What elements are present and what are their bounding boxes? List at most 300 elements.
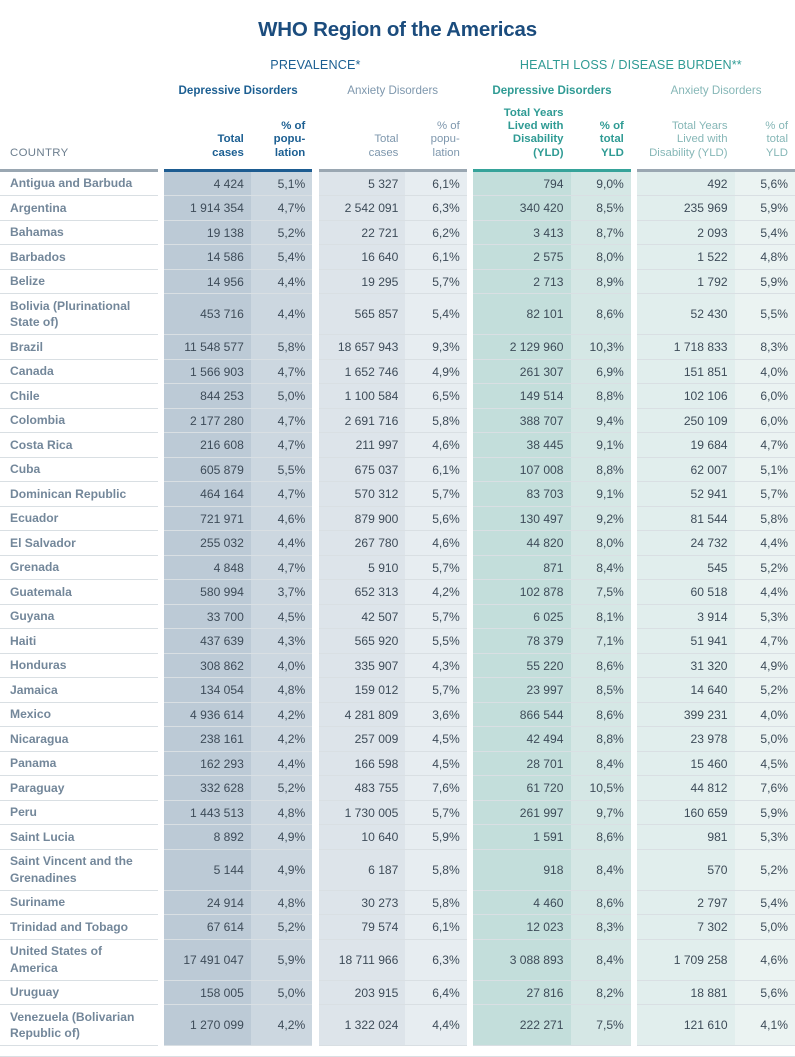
cell-prev-dep-total: 332 628 (164, 776, 251, 801)
cell-prev-anx-total: 10 640 (319, 825, 406, 850)
cell-hl-anx-yld: 23 978 (637, 727, 734, 752)
cell-prev-dep-pct: 4,7% (251, 408, 312, 433)
cell-prev-dep-total: 2 177 280 (164, 408, 251, 433)
cell-hl-dep-yld: 42 494 (473, 727, 570, 752)
cell-hl-dep-pct: 9,0% (571, 172, 631, 196)
cell-prev-dep-pct: 4,4% (251, 269, 312, 294)
cell-prev-dep-pct: 4,9% (251, 825, 312, 850)
cell-prev-anx-total: 16 640 (319, 245, 406, 270)
cell-prev-anx-pct: 5,7% (405, 678, 466, 703)
cell-country: Uruguay (0, 980, 158, 1005)
cell-hl-anx-yld: 60 518 (637, 580, 734, 605)
cell-hl-dep-pct: 8,5% (571, 196, 631, 221)
cell-hl-anx-yld: 44 812 (637, 776, 734, 801)
cell-hl-anx-yld: 15 460 (637, 751, 734, 776)
cell-hl-anx-yld: 2 093 (637, 220, 734, 245)
cell-hl-dep-yld: 44 820 (473, 531, 570, 556)
cell-country: United States of America (0, 939, 158, 980)
cell-prev-anx-total: 570 312 (319, 482, 406, 507)
cell-prev-anx-pct: 4,4% (405, 1005, 466, 1046)
cell-hl-anx-yld: 52 430 (637, 294, 734, 335)
cell-country: Costa Rica (0, 433, 158, 458)
cell-hl-dep-yld: 78 379 (473, 629, 570, 654)
cell-prev-dep-total: 1 443 513 (164, 800, 251, 825)
cell-prev-anx-pct: 5,5% (405, 629, 466, 654)
cell-prev-dep-pct: 4,5% (251, 604, 312, 629)
cell-prev-dep-pct: 4,9% (251, 849, 312, 890)
cell-prev-dep-pct: 4,2% (251, 702, 312, 727)
cell-prev-dep-total: 17 491 047 (164, 939, 251, 980)
cell-country: Paraguay (0, 776, 158, 801)
cell-hl-anx-yld: 52 941 (637, 482, 734, 507)
cell-prev-anx-pct: 5,7% (405, 269, 466, 294)
cell-hl-anx-pct: 6,0% (735, 408, 795, 433)
cell-hl-anx-pct: 8,3% (735, 335, 795, 360)
cell-prev-anx-pct: 5,8% (405, 408, 466, 433)
cell-prev-dep-total: 1 270 099 (164, 1005, 251, 1046)
cell-prev-dep-total: 14 586 (164, 245, 251, 270)
cell-hl-dep-pct: 9,1% (571, 433, 631, 458)
cell-prev-anx-pct: 5,7% (405, 800, 466, 825)
column-header-prev-dep-pct: % of popu- lation (273, 120, 306, 159)
table-row[interactable] (0, 196, 795, 221)
cell-hl-dep-yld: 82 101 (473, 294, 570, 335)
cell-prev-anx-pct: 5,7% (405, 555, 466, 580)
cell-hl-dep-yld: 261 307 (473, 359, 570, 384)
cell-hl-anx-pct: 4,0% (735, 359, 795, 384)
cell-hl-dep-yld: 28 701 (473, 751, 570, 776)
cell-hl-anx-pct: 5,0% (735, 915, 795, 940)
cell-prev-anx-pct: 6,2% (405, 220, 466, 245)
cell-hl-dep-yld: 222 271 (473, 1005, 570, 1046)
table-row[interactable] (0, 800, 795, 825)
cell-hl-dep-yld: 866 544 (473, 702, 570, 727)
cell-hl-anx-pct: 4,4% (735, 531, 795, 556)
cell-hl-dep-pct: 6,9% (571, 359, 631, 384)
cell-prev-anx-total: 267 780 (319, 531, 406, 556)
cell-hl-dep-yld: 83 703 (473, 482, 570, 507)
cell-prev-dep-total: 844 253 (164, 384, 251, 409)
cell-prev-dep-total: 5 144 (164, 849, 251, 890)
cell-prev-anx-total: 2 691 716 (319, 408, 406, 433)
cell-country: Trinidad and Tobago (0, 915, 158, 940)
cell-country: Belize (0, 269, 158, 294)
cell-hl-dep-pct: 8,4% (571, 939, 631, 980)
table-row[interactable] (0, 890, 795, 915)
cell-prev-dep-total: 67 614 (164, 915, 251, 940)
table-row[interactable] (0, 506, 795, 531)
cell-prev-anx-pct: 4,9% (405, 359, 466, 384)
table-bottom-padding (0, 1046, 795, 1057)
cell-prev-dep-total: 11 548 577 (164, 335, 251, 360)
cell-hl-dep-yld: 38 445 (473, 433, 570, 458)
cell-hl-dep-yld: 107 008 (473, 457, 570, 482)
cell-prev-dep-pct: 5,2% (251, 915, 312, 940)
cell-hl-dep-yld: 871 (473, 555, 570, 580)
cell-prev-dep-pct: 4,4% (251, 531, 312, 556)
cell-hl-dep-pct: 8,6% (571, 702, 631, 727)
cell-hl-dep-yld: 102 878 (473, 580, 570, 605)
table-row[interactable] (0, 245, 795, 270)
cell-prev-dep-pct: 4,2% (251, 727, 312, 752)
cell-prev-anx-total: 335 907 (319, 653, 406, 678)
table-row[interactable] (0, 939, 795, 980)
table-row[interactable] (0, 269, 795, 294)
table-row[interactable] (0, 555, 795, 580)
cell-hl-anx-pct: 5,2% (735, 849, 795, 890)
cell-country: Jamaica (0, 678, 158, 703)
table-row[interactable] (0, 825, 795, 850)
cell-prev-anx-pct: 5,6% (405, 506, 466, 531)
table-row[interactable] (0, 849, 795, 890)
cell-hl-dep-pct: 8,4% (571, 751, 631, 776)
cell-prev-anx-total: 6 187 (319, 849, 406, 890)
section-header-row (0, 48, 795, 81)
cell-hl-anx-pct: 4,4% (735, 580, 795, 605)
cell-prev-dep-total: 4 848 (164, 555, 251, 580)
column-header-country: COUNTRY (10, 146, 69, 159)
cell-prev-dep-pct: 4,7% (251, 196, 312, 221)
table-row[interactable] (0, 727, 795, 752)
cell-prev-anx-total: 675 037 (319, 457, 406, 482)
section-title-prevalence: PREVALENCE* (270, 58, 361, 72)
cell-prev-anx-total: 565 920 (319, 629, 406, 654)
cell-prev-dep-total: 158 005 (164, 980, 251, 1005)
cell-hl-dep-pct: 8,6% (571, 825, 631, 850)
cell-hl-dep-pct: 7,1% (571, 629, 631, 654)
cell-country: Barbados (0, 245, 158, 270)
cell-hl-dep-pct: 8,5% (571, 678, 631, 703)
column-header-hl-anx-yld: Total Years Lived with Disability (YLD) (649, 120, 728, 159)
group-header-row (0, 81, 795, 107)
cell-prev-anx-total: 22 721 (319, 220, 406, 245)
cell-prev-anx-pct: 4,2% (405, 580, 466, 605)
cell-hl-dep-pct: 8,3% (571, 915, 631, 940)
cell-hl-dep-pct: 8,6% (571, 294, 631, 335)
cell-hl-dep-yld: 918 (473, 849, 570, 890)
cell-hl-anx-pct: 5,9% (735, 269, 795, 294)
table-row[interactable] (0, 294, 795, 335)
cell-hl-anx-yld: 3 914 (637, 604, 734, 629)
table-row[interactable] (0, 702, 795, 727)
cell-hl-anx-yld: 121 610 (637, 1005, 734, 1046)
cell-country: Suriname (0, 890, 158, 915)
cell-prev-dep-pct: 5,5% (251, 457, 312, 482)
cell-country: Mexico (0, 702, 158, 727)
cell-prev-dep-pct: 4,2% (251, 1005, 312, 1046)
cell-country: Grenada (0, 555, 158, 580)
cell-prev-dep-pct: 4,7% (251, 482, 312, 507)
cell-hl-dep-pct: 8,2% (571, 980, 631, 1005)
cell-hl-dep-pct: 9,1% (571, 482, 631, 507)
cell-hl-dep-pct: 8,1% (571, 604, 631, 629)
cell-hl-anx-yld: 14 640 (637, 678, 734, 703)
cell-prev-anx-pct: 6,3% (405, 939, 466, 980)
cell-hl-anx-pct: 5,5% (735, 294, 795, 335)
cell-prev-dep-pct: 4,7% (251, 555, 312, 580)
table-row[interactable] (0, 220, 795, 245)
table-row[interactable] (0, 384, 795, 409)
cell-hl-anx-yld: 19 684 (637, 433, 734, 458)
cell-prev-dep-total: 238 161 (164, 727, 251, 752)
cell-prev-dep-total: 580 994 (164, 580, 251, 605)
table-body (0, 169, 795, 1057)
cell-prev-anx-total: 30 273 (319, 890, 406, 915)
cell-prev-dep-total: 1 914 354 (164, 196, 251, 221)
cell-prev-dep-pct: 5,2% (251, 776, 312, 801)
cell-hl-anx-pct: 5,1% (735, 457, 795, 482)
cell-prev-anx-pct: 6,1% (405, 172, 466, 196)
cell-hl-dep-pct: 9,2% (571, 506, 631, 531)
column-header-hl-dep-pct: % of total YLD (599, 120, 624, 159)
cell-hl-dep-pct: 9,7% (571, 800, 631, 825)
cell-prev-dep-total: 255 032 (164, 531, 251, 556)
cell-prev-dep-total: 437 639 (164, 629, 251, 654)
cell-country: Saint Vincent and the Grenadines (0, 849, 158, 890)
cell-hl-anx-pct: 4,1% (735, 1005, 795, 1046)
cell-hl-dep-pct: 8,8% (571, 384, 631, 409)
cell-hl-anx-pct: 4,6% (735, 939, 795, 980)
cell-prev-anx-total: 211 997 (319, 433, 406, 458)
group-healthloss-depressive: Depressive Disorders (492, 84, 612, 97)
cell-prev-anx-total: 879 900 (319, 506, 406, 531)
cell-hl-anx-pct: 4,9% (735, 653, 795, 678)
cell-prev-anx-pct: 7,6% (405, 776, 466, 801)
cell-hl-anx-pct: 4,5% (735, 751, 795, 776)
cell-prev-dep-total: 308 862 (164, 653, 251, 678)
cell-hl-anx-yld: 1 792 (637, 269, 734, 294)
cell-hl-dep-yld: 388 707 (473, 408, 570, 433)
cell-prev-anx-pct: 6,1% (405, 457, 466, 482)
cell-hl-dep-yld: 3 088 893 (473, 939, 570, 980)
cell-hl-dep-yld: 61 720 (473, 776, 570, 801)
column-header-hl-dep-yld: Total Years Lived with Disability (YLD) (503, 107, 564, 159)
cell-prev-anx-pct: 4,3% (405, 653, 466, 678)
cell-prev-dep-total: 4 936 614 (164, 702, 251, 727)
cell-prev-dep-pct: 5,0% (251, 980, 312, 1005)
cell-prev-dep-total: 8 892 (164, 825, 251, 850)
cell-prev-anx-total: 18 657 943 (319, 335, 406, 360)
cell-prev-anx-pct: 9,3% (405, 335, 466, 360)
cell-hl-dep-yld: 23 997 (473, 678, 570, 703)
cell-hl-dep-pct: 7,5% (571, 580, 631, 605)
cell-hl-dep-yld: 130 497 (473, 506, 570, 531)
table-row[interactable] (0, 776, 795, 801)
cell-prev-anx-total: 4 281 809 (319, 702, 406, 727)
cell-country: Dominican Republic (0, 482, 158, 507)
cell-hl-dep-yld: 1 591 (473, 825, 570, 850)
cell-prev-anx-total: 19 295 (319, 269, 406, 294)
cell-prev-dep-pct: 4,7% (251, 359, 312, 384)
cell-prev-anx-total: 257 009 (319, 727, 406, 752)
cell-country: Honduras (0, 653, 158, 678)
table-row[interactable] (0, 604, 795, 629)
table-row[interactable] (0, 653, 795, 678)
column-header-prev-anx-pct: % of popu- lation (430, 120, 460, 159)
cell-prev-anx-pct: 6,5% (405, 384, 466, 409)
table-row[interactable] (0, 915, 795, 940)
cell-prev-anx-total: 565 857 (319, 294, 406, 335)
cell-prev-dep-pct: 4,3% (251, 629, 312, 654)
cell-prev-anx-pct: 6,3% (405, 196, 466, 221)
cell-hl-anx-yld: 102 106 (637, 384, 734, 409)
cell-hl-dep-yld: 149 514 (473, 384, 570, 409)
cell-prev-anx-total: 166 598 (319, 751, 406, 776)
table-header (0, 48, 795, 169)
cell-prev-anx-total: 1 730 005 (319, 800, 406, 825)
cell-prev-dep-total: 4 424 (164, 172, 251, 196)
cell-prev-anx-pct: 3,6% (405, 702, 466, 727)
table-row[interactable] (0, 433, 795, 458)
cell-hl-anx-yld: 1 709 258 (637, 939, 734, 980)
cell-prev-dep-total: 134 054 (164, 678, 251, 703)
cell-hl-anx-yld: 235 969 (637, 196, 734, 221)
cell-hl-anx-yld: 492 (637, 172, 734, 196)
table-row[interactable] (0, 482, 795, 507)
cell-hl-anx-yld: 545 (637, 555, 734, 580)
cell-country: Guyana (0, 604, 158, 629)
cell-prev-anx-total: 42 507 (319, 604, 406, 629)
cell-hl-dep-pct: 8,4% (571, 555, 631, 580)
cell-hl-anx-yld: 151 851 (637, 359, 734, 384)
cell-hl-anx-pct: 5,2% (735, 678, 795, 703)
cell-hl-dep-yld: 55 220 (473, 653, 570, 678)
table-row[interactable] (0, 580, 795, 605)
cell-prev-anx-pct: 6,4% (405, 980, 466, 1005)
cell-country: Canada (0, 359, 158, 384)
table-row[interactable] (0, 457, 795, 482)
cell-prev-dep-total: 19 138 (164, 220, 251, 245)
cell-hl-anx-yld: 160 659 (637, 800, 734, 825)
cell-prev-dep-total: 216 608 (164, 433, 251, 458)
cell-hl-anx-pct: 4,0% (735, 702, 795, 727)
cell-prev-dep-total: 605 879 (164, 457, 251, 482)
cell-prev-dep-pct: 4,6% (251, 506, 312, 531)
group-prevalence-depressive: Depressive Disorders (178, 84, 298, 97)
cell-country: Brazil (0, 335, 158, 360)
cell-prev-anx-total: 1 100 584 (319, 384, 406, 409)
cell-country: Chile (0, 384, 158, 409)
cell-hl-anx-pct: 5,4% (735, 890, 795, 915)
table-row[interactable] (0, 408, 795, 433)
cell-prev-dep-pct: 4,7% (251, 433, 312, 458)
cell-country: Peru (0, 800, 158, 825)
cell-prev-dep-pct: 4,8% (251, 800, 312, 825)
cell-hl-anx-pct: 4,7% (735, 629, 795, 654)
cell-hl-dep-pct: 7,5% (571, 1005, 631, 1046)
table-row[interactable] (0, 980, 795, 1005)
table-row[interactable] (0, 629, 795, 654)
cell-prev-anx-total: 203 915 (319, 980, 406, 1005)
cell-hl-anx-pct: 5,6% (735, 980, 795, 1005)
table-row[interactable] (0, 359, 795, 384)
cell-hl-dep-yld: 4 460 (473, 890, 570, 915)
cell-hl-anx-pct: 6,0% (735, 384, 795, 409)
cell-hl-dep-yld: 794 (473, 172, 570, 196)
cell-prev-dep-pct: 4,8% (251, 678, 312, 703)
cell-hl-dep-pct: 8,8% (571, 727, 631, 752)
cell-hl-dep-pct: 8,6% (571, 890, 631, 915)
cell-hl-dep-pct: 8,7% (571, 220, 631, 245)
cell-hl-anx-pct: 5,0% (735, 727, 795, 752)
mental-health-data-table (0, 48, 795, 1057)
cell-hl-anx-yld: 7 302 (637, 915, 734, 940)
cell-hl-dep-yld: 261 997 (473, 800, 570, 825)
cell-hl-dep-pct: 10,3% (571, 335, 631, 360)
cell-country: Colombia (0, 408, 158, 433)
cell-prev-anx-pct: 5,9% (405, 825, 466, 850)
cell-prev-dep-pct: 4,4% (251, 294, 312, 335)
cell-hl-anx-pct: 4,7% (735, 433, 795, 458)
section-title-health-loss: HEALTH LOSS / DISEASE BURDEN** (519, 58, 742, 72)
cell-country: Venezuela (Bolivarian Republic of) (0, 1005, 158, 1046)
cell-hl-anx-pct: 5,7% (735, 482, 795, 507)
cell-hl-dep-yld: 2 129 960 (473, 335, 570, 360)
cell-prev-anx-pct: 6,1% (405, 245, 466, 270)
cell-country: Panama (0, 751, 158, 776)
cell-prev-dep-pct: 3,7% (251, 580, 312, 605)
cell-hl-anx-yld: 981 (637, 825, 734, 850)
table-row[interactable] (0, 531, 795, 556)
cell-prev-anx-pct: 5,8% (405, 890, 466, 915)
cell-country: Nicaragua (0, 727, 158, 752)
cell-prev-dep-total: 453 716 (164, 294, 251, 335)
cell-hl-dep-yld: 3 413 (473, 220, 570, 245)
cell-hl-dep-pct: 8,9% (571, 269, 631, 294)
cell-country: Cuba (0, 457, 158, 482)
cell-prev-dep-total: 14 956 (164, 269, 251, 294)
cell-prev-anx-total: 483 755 (319, 776, 406, 801)
cell-prev-dep-pct: 4,0% (251, 653, 312, 678)
cell-prev-anx-pct: 4,5% (405, 751, 466, 776)
table-row[interactable] (0, 172, 795, 196)
cell-hl-anx-pct: 7,6% (735, 776, 795, 801)
cell-hl-anx-pct: 4,8% (735, 245, 795, 270)
cell-prev-dep-pct: 5,9% (251, 939, 312, 980)
column-header-prev-dep-total: Total cases (212, 133, 244, 159)
table-row[interactable] (0, 335, 795, 360)
cell-hl-anx-pct: 5,8% (735, 506, 795, 531)
cell-hl-anx-pct: 5,6% (735, 172, 795, 196)
cell-hl-anx-yld: 570 (637, 849, 734, 890)
cell-hl-dep-pct: 10,5% (571, 776, 631, 801)
group-healthloss-anxiety: Anxiety Disorders (670, 84, 762, 97)
cell-country: Haiti (0, 629, 158, 654)
cell-prev-dep-total: 464 164 (164, 482, 251, 507)
table-row[interactable] (0, 751, 795, 776)
cell-country: Antigua and Barbuda (0, 172, 158, 196)
cell-prev-anx-pct: 5,4% (405, 294, 466, 335)
cell-hl-dep-yld: 340 420 (473, 196, 570, 221)
cell-prev-anx-pct: 5,8% (405, 849, 466, 890)
page-title: WHO Region of the Americas (258, 18, 537, 41)
cell-hl-anx-yld: 24 732 (637, 531, 734, 556)
cell-prev-anx-total: 18 711 966 (319, 939, 406, 980)
cell-prev-dep-pct: 5,8% (251, 335, 312, 360)
cell-hl-dep-yld: 27 816 (473, 980, 570, 1005)
cell-prev-anx-total: 5 327 (319, 172, 406, 196)
cell-prev-anx-total: 5 910 (319, 555, 406, 580)
cell-prev-dep-pct: 4,4% (251, 751, 312, 776)
cell-hl-anx-yld: 2 797 (637, 890, 734, 915)
table-row[interactable] (0, 678, 795, 703)
cell-prev-dep-pct: 5,2% (251, 220, 312, 245)
cell-hl-anx-yld: 31 320 (637, 653, 734, 678)
cell-hl-dep-pct: 8,4% (571, 849, 631, 890)
cell-prev-anx-pct: 5,7% (405, 482, 466, 507)
cell-prev-dep-total: 1 566 903 (164, 359, 251, 384)
table-row[interactable] (0, 1005, 795, 1046)
